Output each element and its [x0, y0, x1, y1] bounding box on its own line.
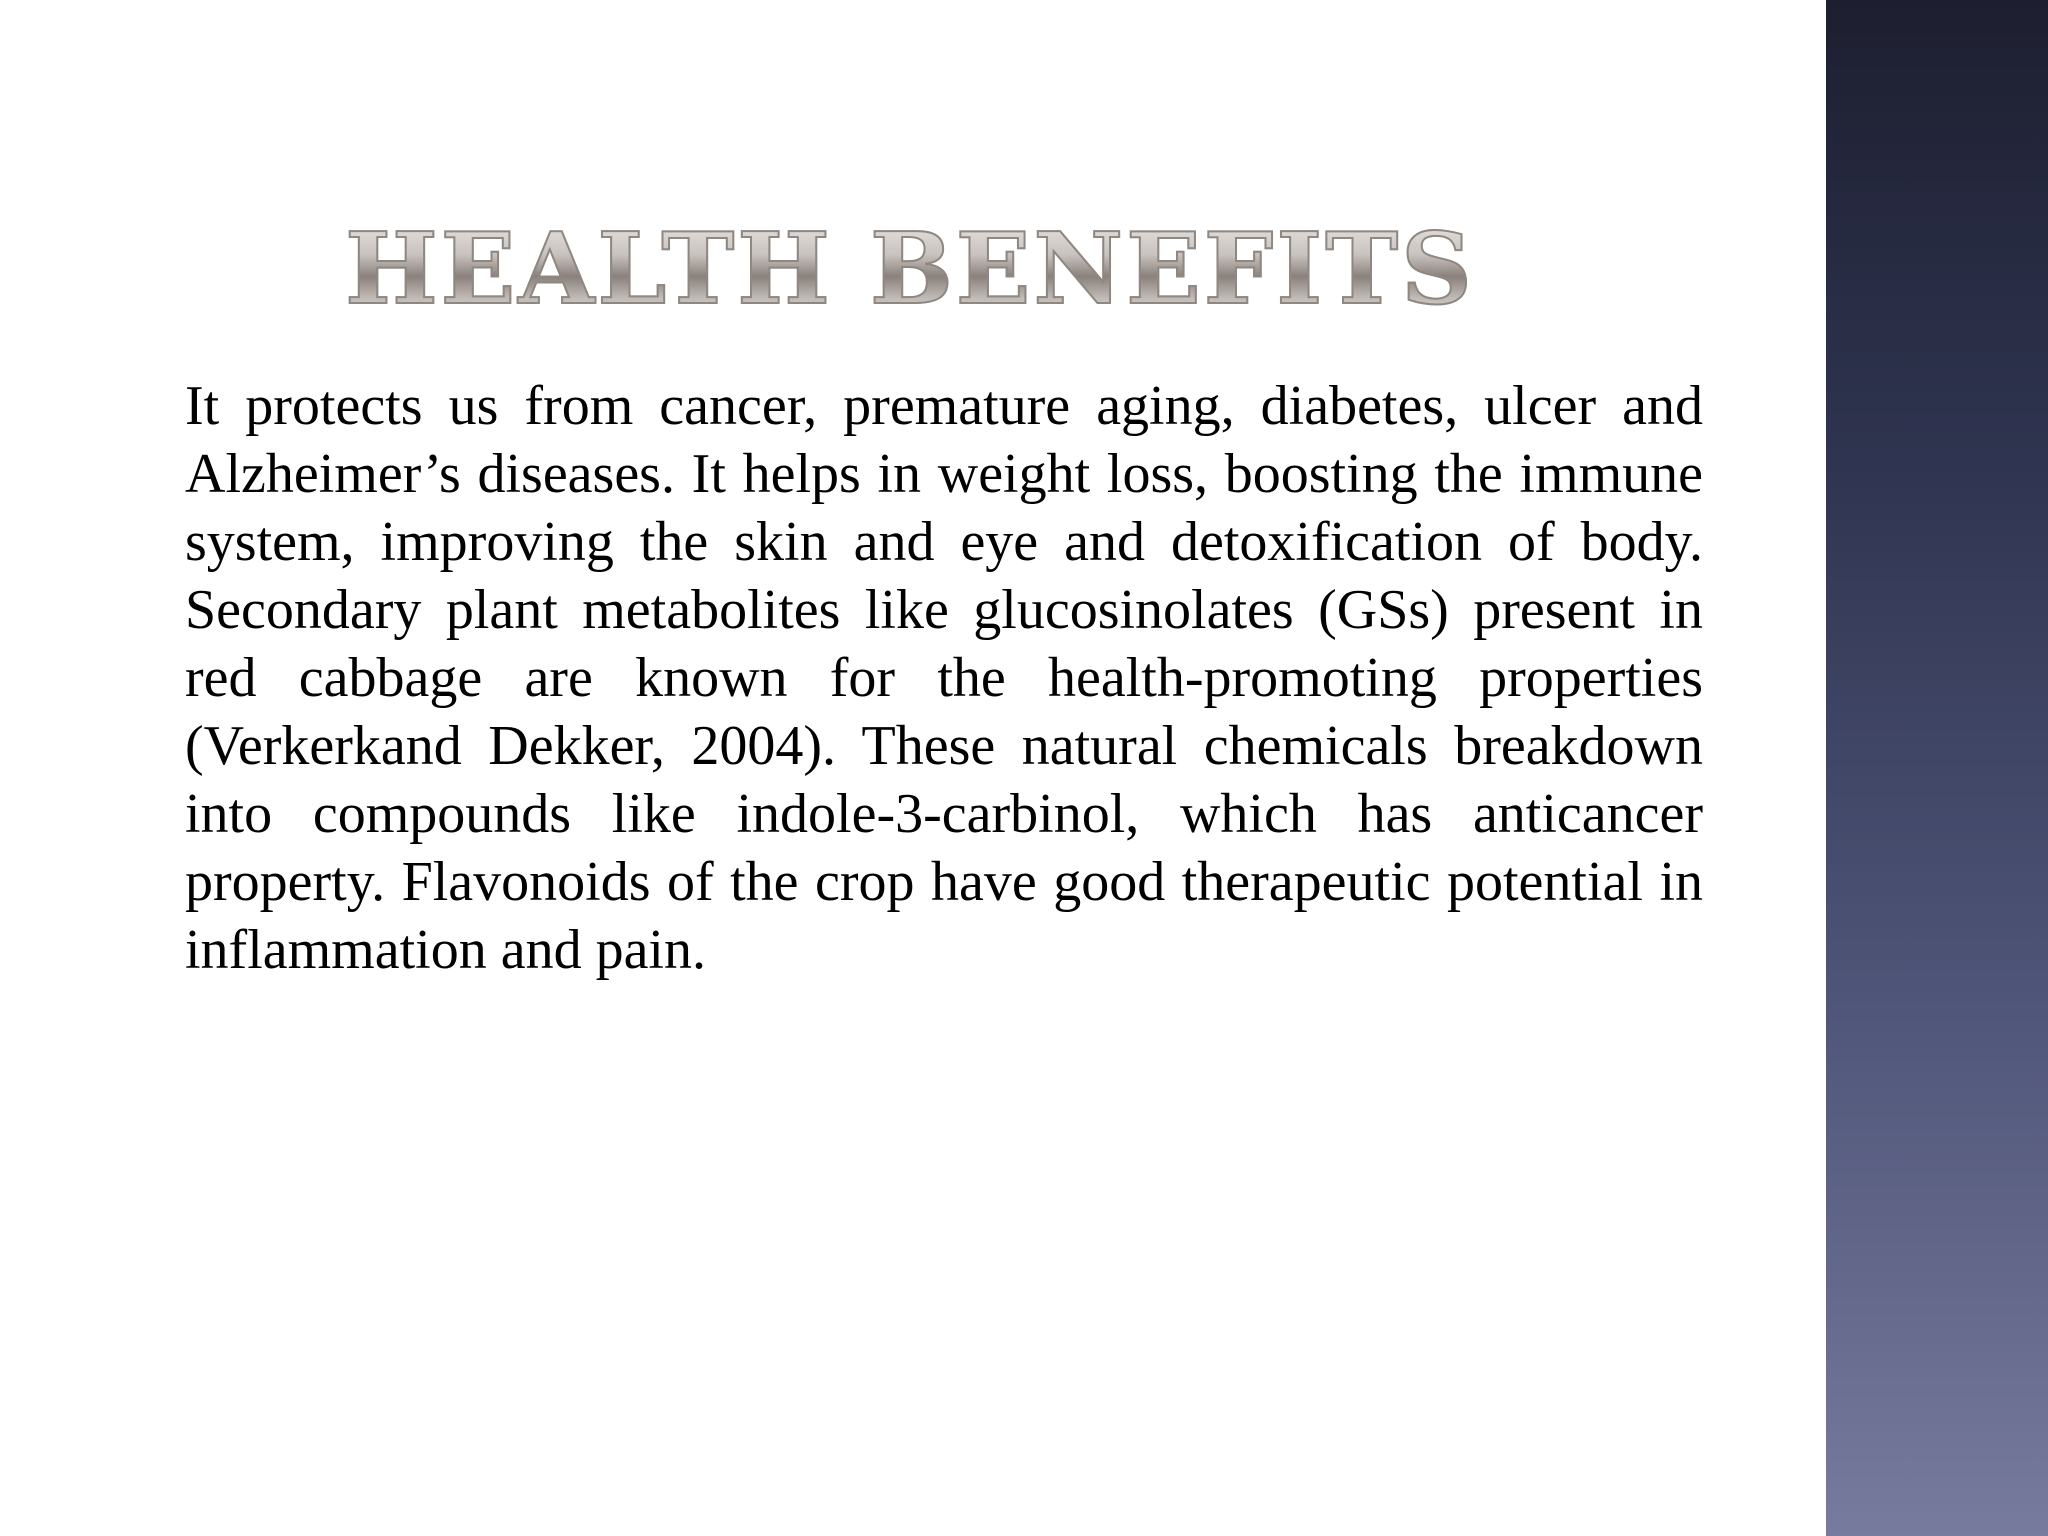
decorative-side-band: [1826, 0, 2048, 1536]
slide-body-text: It protects us from cancer, premature aging, diabetes, ulcer and Alzheimer’s diseases. It helps in weight loss, boosting the immune system, improving the skin and eye and detoxification of body. Secondary plant metabolites like glucosinolates (GSs) present in red cabbage are known for the health-promoting properties (Verkerkand Dekker, 2004). These natural chemicals breakdown into compounds like indole-3-carbinol, which has anticancer property. Flavonoids of the crop have good therapeutic potential in inflammation and pain.: [185, 375, 1703, 981]
slide-title: HEALTH BENEFITS: [180, 205, 1640, 335]
